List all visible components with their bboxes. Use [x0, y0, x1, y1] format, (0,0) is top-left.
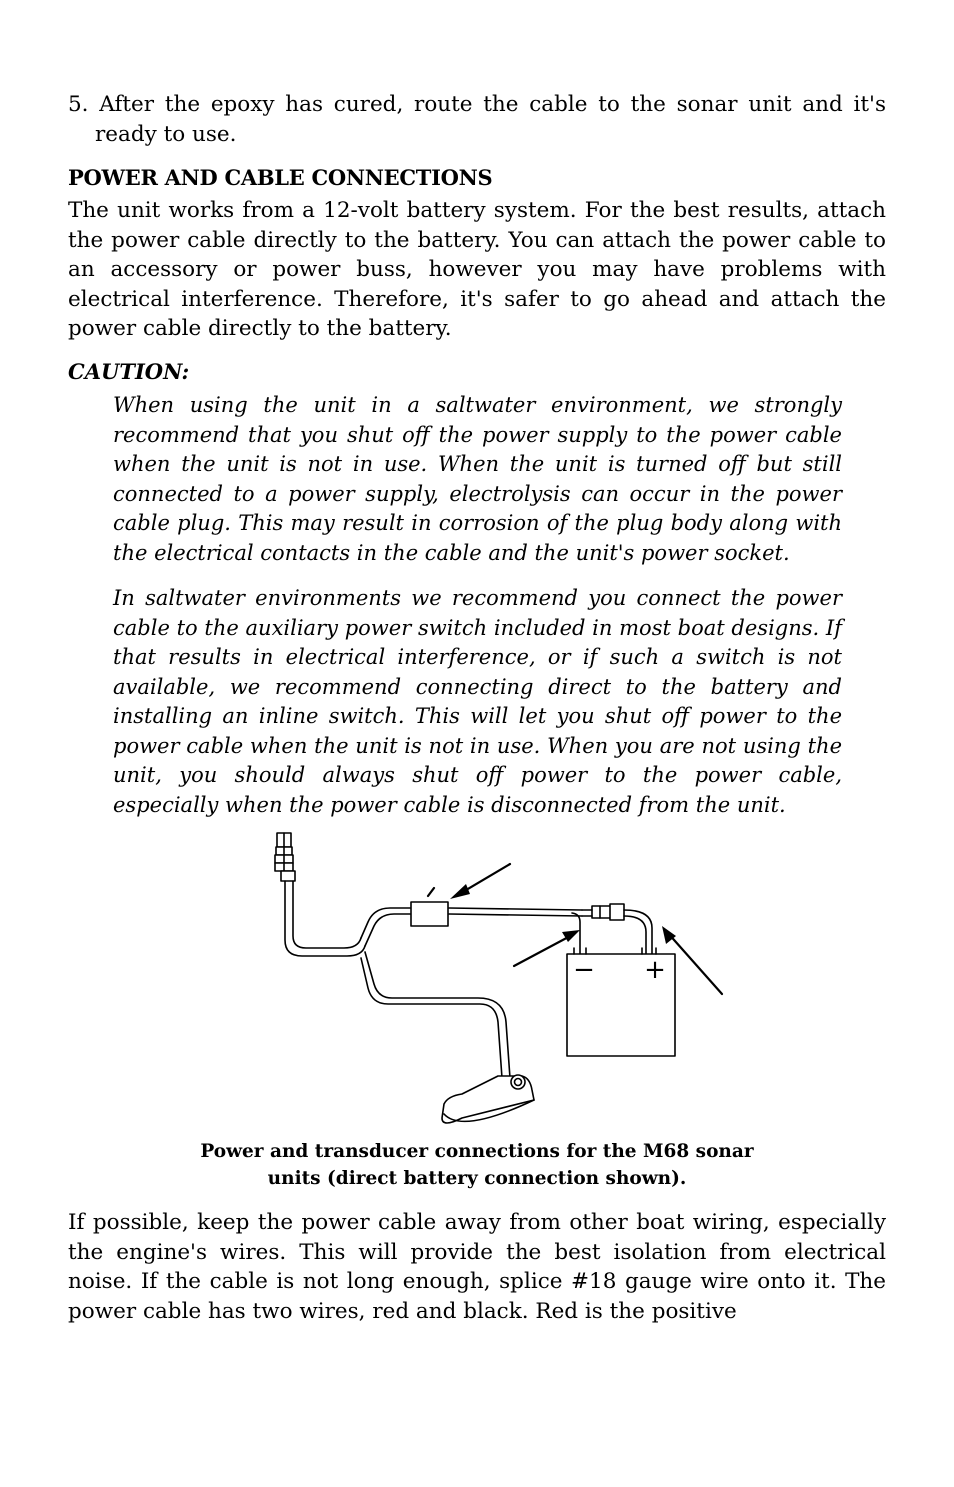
negative-arrow: [514, 934, 574, 966]
inline-connector: [592, 904, 624, 920]
transducer: [442, 1075, 534, 1123]
fuse-holder: [411, 902, 448, 926]
closing-paragraph: If possible, keep the power cable away from other boat wiring, especially the engine's wires. This will provide the best isolation from electrical noise. If the cable is not long enough, splice #18 gauge wire onto it. The power cable has two wires, red and black. Red is the positive: [68, 1210, 886, 1324]
intro-paragraph: The unit works from a 12-volt battery system. For the best results, attach the power cable directly to the battery. You can attach the power cable to an accessory or power buss, however you may have problems with electrical interference. Therefore, it's safer to go ahead and attach the power cable directly to the battery.: [68, 198, 886, 341]
step-5-text: 5. After the epoxy has cured, route the cable to the sonar unit and it's ready to use.: [68, 92, 886, 147]
figure-caption-line-1: Power and transducer connections for the M68 sonar: [200, 1141, 754, 1162]
caution-label: CAUTION:: [68, 359, 190, 384]
connection-diagram: [262, 828, 732, 1140]
transducer-cable: [361, 958, 502, 1078]
figure-caption: [160, 1138, 794, 1192]
battery-negative-symbol: −: [573, 955, 595, 985]
figure-caption-line-2: units (direct battery connection shown).: [267, 1168, 687, 1189]
caution-paragraph-1: When using the unit in a saltwater environment, we strongly recommend that you shut off the power supply to the power cable when the unit is not in use. When the unit is turned off but still connected to a power supply, electrolysis can occur in the power cable plug. This may result in corrosion of the plug body along with the electrical contacts in the cable and the unit's power socket.: [113, 393, 842, 565]
battery-positive-symbol: +: [644, 955, 666, 985]
power-plug-connector: [275, 833, 295, 881]
power-cable: [361, 908, 410, 938]
caution-paragraph-2: In saltwater environments we recommend you connect the power cable to the auxiliary power switch included in most boat designs. If that results in electrical interference, or if such a switch is not available, we recommend connecting direct to the battery and installing an inline switch. This will let you shut off power to the power cable when the unit is not in use. When you are not using the unit, you should always shut off power to the power cable, especially when the power cable is disconnected from the unit.: [113, 586, 842, 817]
section-heading: POWER AND CABLE CONNECTIONS: [68, 165, 493, 190]
